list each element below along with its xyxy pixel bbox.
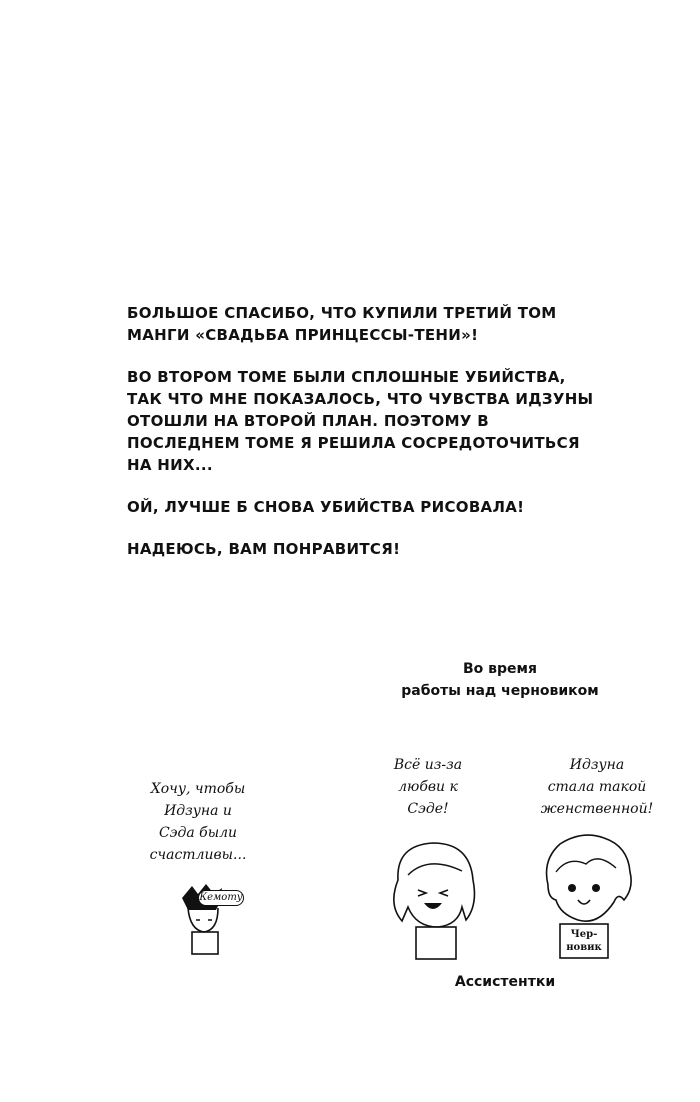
assistant-2-speech-bubble: [532, 754, 662, 820]
assistant-2-bubble-line-1: Идзуна: [569, 757, 625, 773]
assistant-1-bubble-line-3: Сэде!: [407, 801, 449, 817]
comic-heading-line-2: работы над черновиком: [401, 683, 599, 699]
afterword-paragraph-2: ВО ВТОРОМ ТОМЕ БЫЛИ СПЛОШНЫЕ УБИЙСТВА, ТАК ЧТО МНЕ ПОКАЗАЛОСЬ, ЧТО ЧУВСТВА ИДЗУНЫ ОТОШЛИ НА ВТОРОЙ ПЛАН. ПОЭТОМУ В ПОСЛЕДНЕМ ТОМЕ Я РЕШИЛА СОСРЕДОТОЧИТЬСЯ НА НИХ...: [127, 368, 594, 474]
assistant-1-illustration: [378, 835, 488, 960]
assistant-1-bubble-line-2: любви к: [398, 779, 458, 795]
shirt-label-line-1: Чер-: [570, 929, 598, 940]
author-name-tag: Кемоту: [198, 890, 244, 906]
author-bubble-line-4: счастливы...: [149, 847, 247, 863]
shirt-label-line-2: новик: [566, 942, 602, 953]
comic-heading: [380, 658, 620, 702]
assistant-2-bubble-line-3: женственной!: [540, 801, 654, 817]
afterword-paragraph-4: НАДЕЮСЬ, ВАМ ПОНРАВИТСЯ!: [127, 540, 401, 558]
assistants-caption: Ассистентки: [454, 974, 556, 990]
assistant-1-bubble-line-1: Всё из-за: [393, 757, 463, 773]
author-bubble-line-2: Идзуна и: [164, 803, 232, 819]
comic-heading-line-1: Во время: [463, 661, 537, 677]
assistant-1-speech-bubble: [368, 754, 488, 820]
afterword-paragraph-3: ОЙ, ЛУЧШЕ Б СНОВА УБИЙСТВА РИСОВАЛА!: [127, 498, 525, 516]
afterword-paragraph-1: БОЛЬШОЕ СПАСИБО, ЧТО КУПИЛИ ТРЕТИЙ ТОМ МАНГИ «СВАДЬБА ПРИНЦЕССЫ-ТЕНИ»!: [127, 304, 557, 344]
author-bubble-line-3: Сэда были: [158, 825, 238, 841]
assistant-2-shirt-label: [558, 928, 610, 954]
assistant-2-bubble-line-2: стала такой: [547, 779, 647, 795]
afterword-text: [127, 302, 597, 580]
author-speech-bubble: [128, 778, 268, 866]
author-bubble-line-1: Хочу, чтобы: [150, 781, 246, 797]
